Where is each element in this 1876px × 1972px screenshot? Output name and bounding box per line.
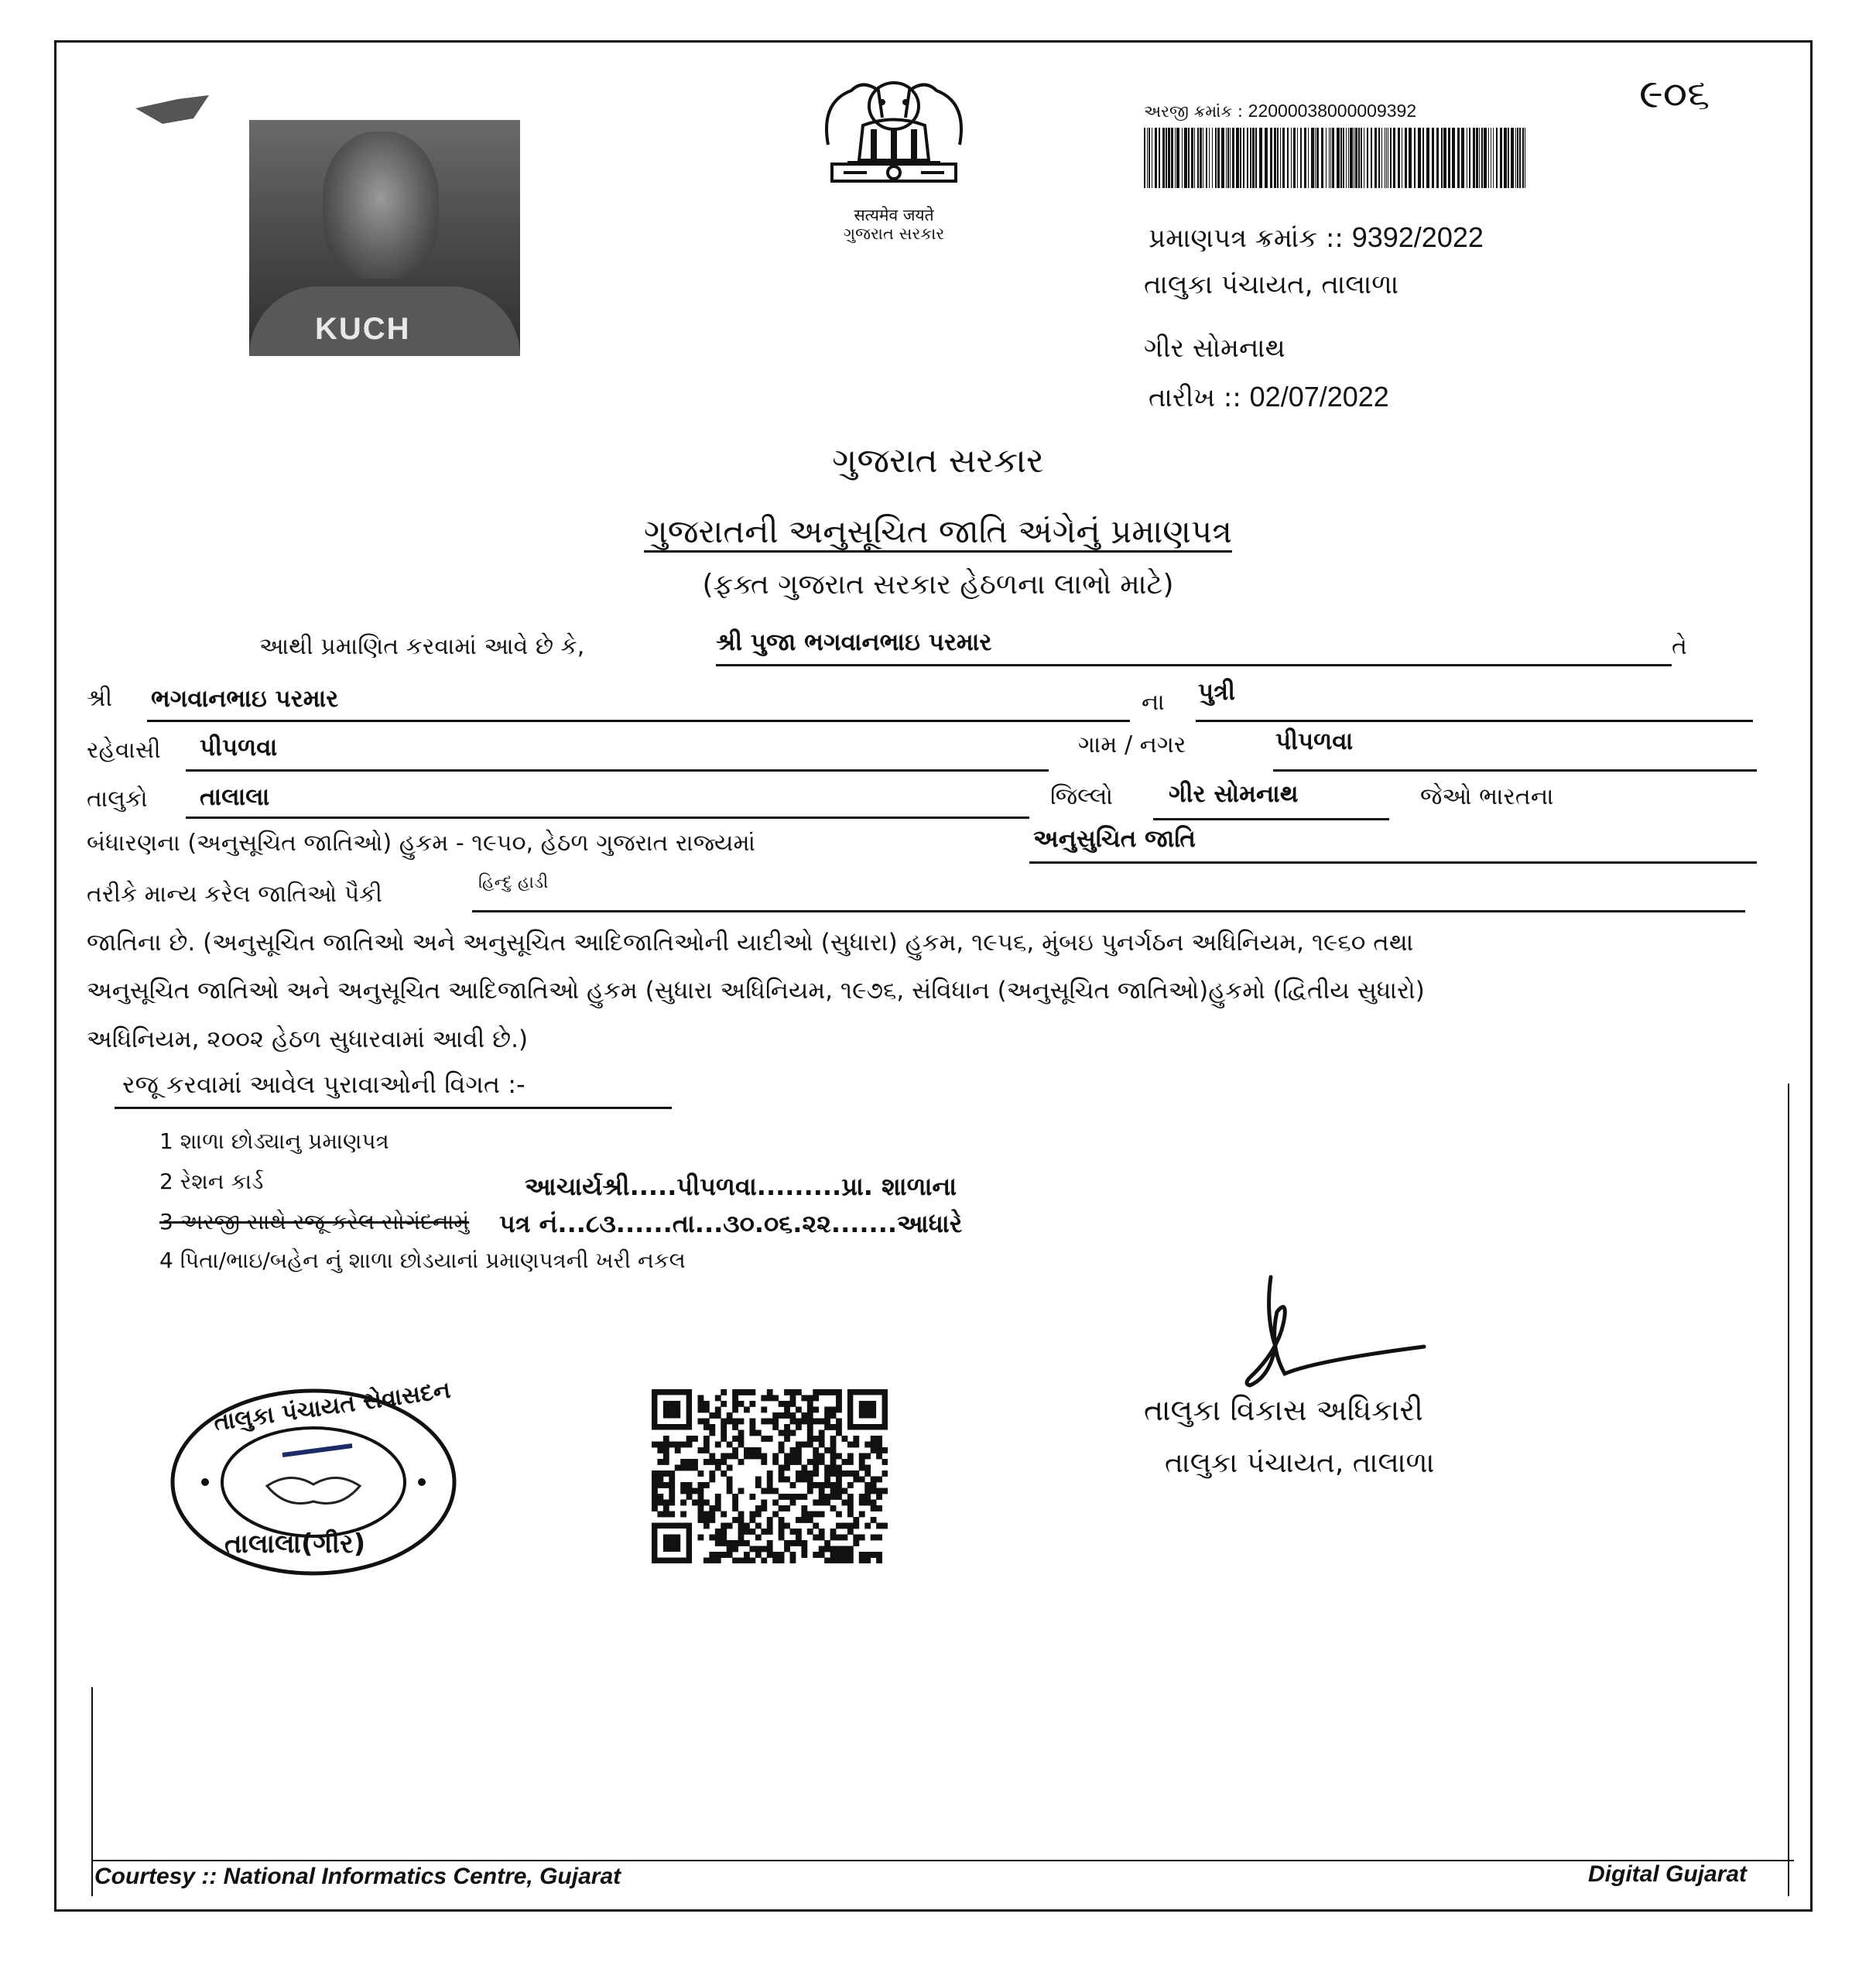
seal-bottom-text: તાલાલા(ગીર) xyxy=(224,1529,366,1559)
document-item-struck: 3 અરજી સાથે રજૂ કરેલ સોગંદનામું xyxy=(159,1209,470,1234)
emblem-motto: सत्यमेव जयते xyxy=(854,206,934,224)
district-underline xyxy=(1153,818,1389,820)
father-underline xyxy=(147,720,1130,722)
village-underline xyxy=(1273,769,1757,772)
certificate-note: (ફક્ત ગુજરાત સરકાર હેઠળના લાભો માટે) xyxy=(702,569,1174,601)
issuing-district: ગીર સોમનાથ xyxy=(1144,333,1285,364)
footer-brand: Digital Gujarat xyxy=(1588,1861,1748,1887)
caste-underline xyxy=(472,910,1745,912)
document-item: 1 શાળા છોડ્યાનુ પ્રમાણપત્ર xyxy=(159,1128,389,1154)
legal-paragraph-line3: અધિનિયમ, ૨૦૦૨ હેઠળ સુધારવામાં આવી છે.) xyxy=(87,1025,529,1053)
principal-letter-overwrite: આચાર્યશ્રી.....પીપળવા.........પ્રા. શાળાના xyxy=(525,1172,957,1201)
taluka-label: તાલુકો xyxy=(87,786,148,813)
document-item: 4 પિતા/ભાઇ/બહેન નું શાળા છોડયાનાં પ્રમાણપત્રની ખરી નકલ xyxy=(159,1248,686,1273)
emblem-govt: ગુજરાત સરકાર xyxy=(843,224,945,243)
name-underline xyxy=(716,664,1672,666)
ack-label: અરજી ક્રમાંક : xyxy=(1144,102,1243,121)
applicant-photo xyxy=(249,120,520,356)
certificate-title: ગુજરાતની અનુસૂચિત જાતિ અંગેનું પ્રમાણપત્ર xyxy=(644,512,1232,550)
te-text: તે xyxy=(1672,633,1687,660)
resident-value: પીપળવા xyxy=(200,734,278,762)
caste-value: હિન્દુ હાડી xyxy=(478,873,549,892)
signatory-title: તાલુકા વિકાસ અધિકારી xyxy=(1144,1393,1423,1427)
footer-courtesy: Courtesy :: National Informatics Centre, Gujarat xyxy=(94,1864,621,1889)
cert-number xyxy=(1149,221,1484,254)
scan-mark xyxy=(132,91,217,130)
issue-date xyxy=(1149,381,1389,413)
national-emblem-icon xyxy=(805,71,983,199)
document-item: 2 રેશન કાર્ડ xyxy=(159,1169,264,1194)
recognized-text: તરીકે માન્ય કરેલ જાતિઓ પૈકી xyxy=(87,881,382,908)
district-value: ગીર સોમનાથ xyxy=(1169,780,1299,808)
barcode xyxy=(1144,128,1531,188)
issue-date-value: 02/07/2022 xyxy=(1249,381,1389,413)
village-label: ગામ / નગર xyxy=(1078,731,1186,758)
ack-value: 22000038000009392 xyxy=(1248,101,1417,121)
legal-paragraph-line1: જાતિના છે. (અનુસૂચિત જાતિઓ અને અનુસૂચિત આદિજાતિઓની યાદીઓ (સુધારા) હુકમ, ૧૯૫૬, મુંબઇ પુનર્ગઠન અધિનિયમ, ૧૯૬૦ તથા xyxy=(87,929,1414,957)
taluka-underline xyxy=(186,817,1029,819)
shri-text: શ્રી xyxy=(87,685,113,712)
category-underline xyxy=(1029,861,1757,864)
applicant-name: શ્રી પુજા ભગવાનભાઇ પરમાર xyxy=(716,628,992,656)
intro-text: આથી પ્રમાણિત કરવામાં આવે છે કે, xyxy=(259,633,585,660)
na-text: ના xyxy=(1142,689,1165,716)
signatory-office: તાલુકા પંચાયત, તાલાળા xyxy=(1165,1447,1435,1479)
documents-title: રજૂ કરવામાં આવેલ પુરાવાઓની વિગત :- xyxy=(122,1070,525,1099)
photo-face xyxy=(323,132,439,279)
inner-border-left xyxy=(91,1687,93,1896)
district-label: જિલ્લો xyxy=(1050,783,1113,810)
cert-number-label: પ્રમાણપત્ર ક્રમાંક :: xyxy=(1149,223,1344,254)
relation-underline xyxy=(1196,720,1753,722)
inner-border-right xyxy=(1788,1084,1789,1896)
handwritten-serial: ૯૦૬ xyxy=(1639,71,1710,118)
govt-title: ગુજરાત સરકાર xyxy=(832,441,1044,481)
qr-code xyxy=(652,1389,888,1563)
seal-outer-text: તાલુકા પંચાયત સેવાસદન xyxy=(212,1376,453,1437)
documents-title-underline xyxy=(115,1107,672,1109)
father-name: ભગવાનભાઇ પરમાર xyxy=(151,685,339,713)
relation: પુત્રી xyxy=(1198,678,1236,706)
village-value: પીપળવા xyxy=(1275,728,1354,755)
resident-label: રહેવાસી xyxy=(87,737,161,764)
legal-paragraph-line2: અનુસૂચિત જાતિઓ અને અનુસૂચિત આદિજાતિઓ હુકમ (સુધારા અધિનિયમ, ૧૯૭૬, સંવિધાન (અનુસૂચિત જાતિઓ)હુકમો (દ્વિતીય સુધારો) xyxy=(87,977,1425,1005)
letter-reference-overwrite: પત્ર નં...૮૩......તા...૩૦.૦૬.૨૨.......આધારે xyxy=(499,1209,963,1238)
cert-number-value: 9392/2022 xyxy=(1351,221,1484,253)
issue-date-label: તારીખ :: xyxy=(1149,382,1241,413)
photo-shirt-text: KUCH xyxy=(315,312,411,346)
issuing-office: તાલુકા પંચાયત, તાલાળા xyxy=(1144,269,1399,300)
constitution-text: બંધારણના (અનુસૂચિત જાતિઓ) હુકમ - ૧૯૫૦, હેઠળ ગુજરાત રાજ્યમાં xyxy=(87,830,755,857)
footer-divider xyxy=(91,1860,1794,1861)
category-value: અનુસુચિત જાતિ xyxy=(1033,825,1196,853)
taluka-value: તાલાલા xyxy=(200,783,270,811)
ack-number xyxy=(1144,101,1416,122)
resident-underline xyxy=(186,769,1049,772)
who-label: જેઓ ભારતના xyxy=(1420,783,1554,810)
